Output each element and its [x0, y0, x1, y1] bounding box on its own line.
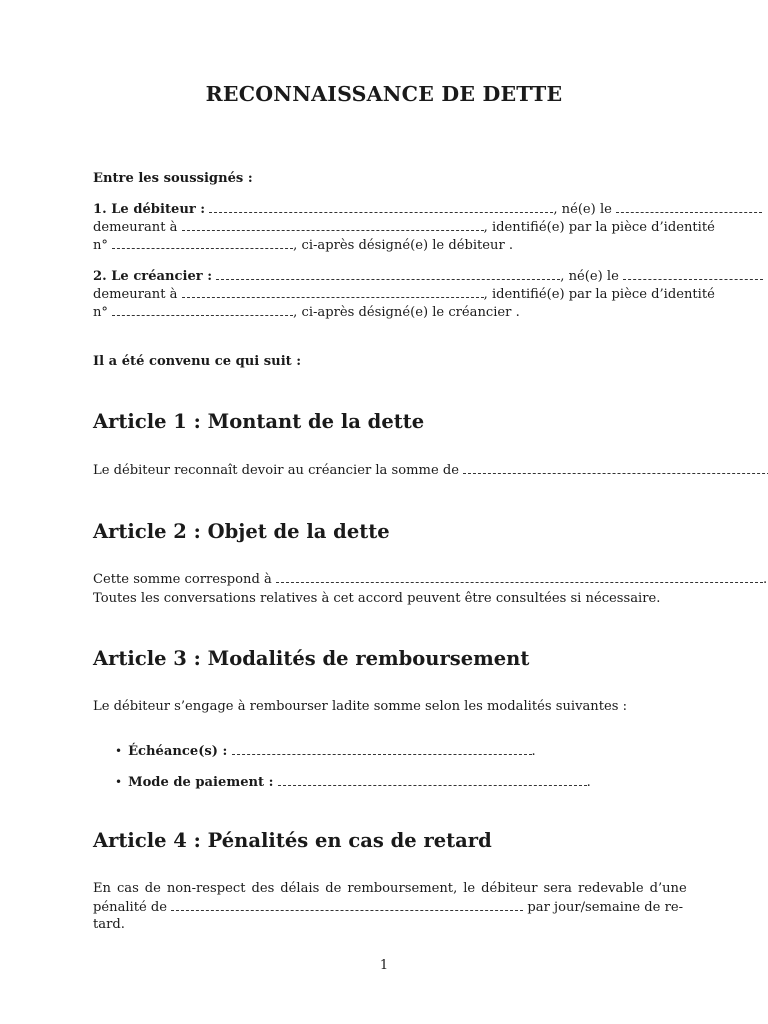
creditor-id-number-blank[interactable] [112, 304, 293, 316]
debtor-address-blank[interactable] [182, 219, 484, 231]
list-item-due-dates [115, 742, 536, 761]
article-3-intro: Le débiteur s’engage à rembourser ladite somme selon les modalités suivantes : [93, 699, 628, 714]
debtor-line-2 [93, 219, 715, 237]
article-3-heading: Article 3 : Modalités de remboursement [93, 647, 530, 670]
article-2-heading: Article 2 : Objet de la dette [93, 520, 390, 543]
article-2-line-2: Toutes les conversations relatives à cet accord peuvent être consultées si nécessaire. [93, 591, 661, 606]
list-item-payment-method [115, 773, 591, 792]
article-4-line-3: tard. [93, 917, 125, 932]
bullet-icon: • [115, 775, 123, 789]
debtor-line-1 [93, 201, 762, 219]
creditor-line-3 [93, 304, 520, 322]
article-4-prefix: pénalité de [93, 900, 168, 915]
payment-method-suffix: . [586, 775, 591, 790]
creditor-number-text: n° [93, 305, 108, 320]
due-dates-blank[interactable] [232, 743, 532, 755]
creditor-residing-text: demeurant à [93, 287, 178, 302]
article-2-line-1 [93, 571, 767, 589]
payment-method-blank[interactable] [278, 774, 587, 786]
payment-method-label: Mode de paiement : [128, 775, 274, 790]
article-2-prefix: Cette somme correspond à [93, 572, 272, 587]
debtor-birthdate-blank[interactable] [616, 201, 762, 213]
debtor-identified-text: , identifié(e) par la pièce d’identité [483, 220, 715, 235]
article-1-text-line [93, 462, 768, 480]
debt-amount-blank[interactable] [463, 462, 768, 474]
debtor-designated-text: , ci-après désigné(e) le débiteur . [293, 238, 514, 253]
creditor-line-1 [93, 268, 763, 286]
due-dates-suffix: . [531, 744, 536, 759]
debtor-label: 1. Le débiteur : [93, 202, 206, 217]
creditor-born-text: , né(e) le [560, 269, 619, 284]
article-4-heading: Article 4 : Pénalités en cas de retard [93, 829, 492, 852]
debt-purpose-blank[interactable] [276, 571, 763, 583]
agreed-heading: Il a été convenu ce qui suit : [93, 354, 302, 369]
creditor-identified-text: , identifié(e) par la pièce d’identité [483, 287, 715, 302]
debtor-name-blank[interactable] [209, 201, 553, 213]
page-number: 1 [379, 958, 389, 973]
creditor-label: 2. Le créancier : [93, 269, 213, 284]
debtor-residing-text: demeurant à [93, 220, 178, 235]
article-4-line-1: En cas de non-respect des délais de remboursement, le débiteur sera redevable d’une [93, 881, 687, 896]
debtor-line-3 [93, 237, 513, 255]
article-1-text: Le débiteur reconnaît devoir au créancier la somme de [93, 463, 460, 478]
bullet-icon: • [115, 744, 123, 758]
debtor-born-text: , né(e) le [553, 202, 612, 217]
article-4-suffix: par jour/semaine de re- [527, 900, 684, 915]
debtor-id-number-blank[interactable] [112, 237, 293, 249]
creditor-name-blank[interactable] [216, 268, 560, 280]
creditor-line-2 [93, 286, 715, 304]
debtor-number-text: n° [93, 238, 108, 253]
creditor-birthdate-blank[interactable] [623, 268, 763, 280]
article-4-line-2 [93, 899, 683, 917]
parties-heading: Entre les soussignés : [93, 171, 253, 186]
article-1-heading: Article 1 : Montant de la dette [93, 410, 425, 433]
article-2-suffix: . [762, 572, 768, 587]
document-title: RECONNAISSANCE DE DETTE [205, 82, 563, 106]
creditor-designated-text: , ci-après désigné(e) le créancier . [293, 305, 520, 320]
due-dates-label: Échéance(s) : [128, 744, 228, 759]
penalty-amount-blank[interactable] [171, 899, 523, 911]
creditor-address-blank[interactable] [182, 286, 484, 298]
